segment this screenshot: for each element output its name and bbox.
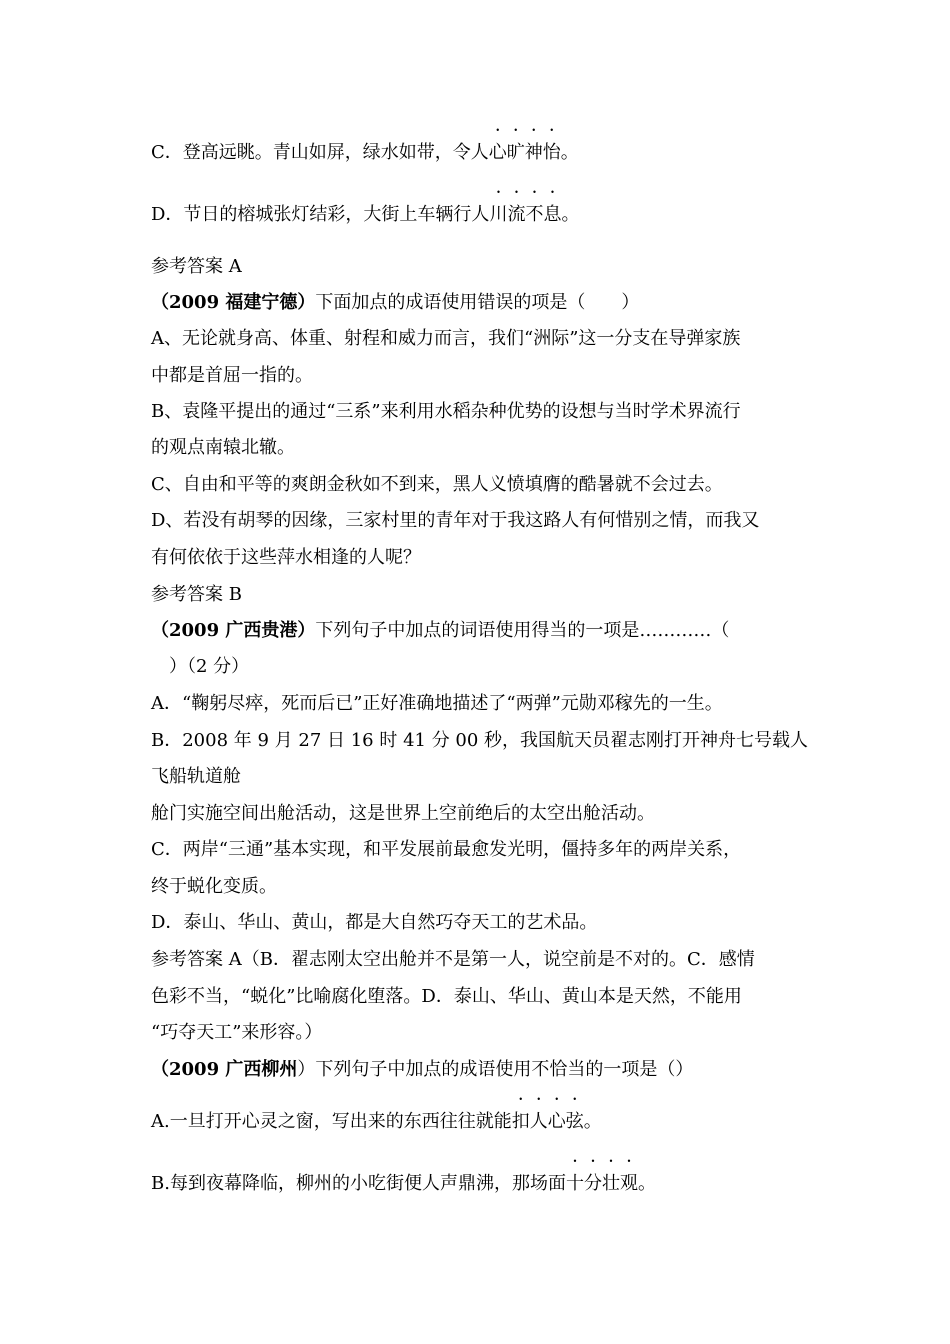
option-d-line	[151, 203, 579, 227]
q2-option-a-line1: A、无论就身高、体重、射程和威力而言，我们“洲际”这一分支在导弹家族	[151, 328, 741, 349]
question-3-text: 下列句子中加点的词语使用得当的一项是…………（	[315, 620, 730, 641]
emphasis-char: 扣	[511, 1111, 530, 1132]
emphasis-char: 观	[619, 1173, 638, 1194]
q4-option-a-end: 。	[583, 1111, 602, 1132]
emphasis-char: 心	[547, 1111, 566, 1132]
option-d-text: D．节日的榕城张灯结彩，大街上车辆行人	[151, 204, 490, 225]
option-d-emphasized-idiom	[489, 204, 561, 225]
q2-option-d-line2: 有何依依于这些萍水相逢的人呢？	[151, 547, 421, 568]
q3-option-b-line1: B．2008 年 9 月 27 日 16 时 41 分 00 秒，我国航天员翟志刚打开神舟七号载人	[151, 730, 809, 751]
option-c-line	[151, 141, 579, 165]
q3-option-c-line1: C．两岸“三通”基本实现，和平发展前最愈发光明，僵持多年的两岸关系，	[151, 839, 742, 860]
emphasis-char: 川	[489, 204, 508, 225]
q4-option-b-line	[151, 1172, 656, 1196]
option-d-end: 。	[561, 204, 580, 225]
question-4-text: ）下列句子中加点的成语使用不恰当的一项是（）	[297, 1059, 694, 1080]
q4-option-b-emphasized-idiom	[566, 1173, 638, 1194]
q3-option-d: D．泰山、华山、黄山，都是大自然巧夺天工的艺术品。	[151, 912, 598, 933]
option-c-text: C．登高远眺。青山如屏，绿水如带，令人	[151, 142, 489, 163]
q2-option-a-line2: 中都是首屈一指的。	[151, 365, 313, 386]
q2-option-b-line1: B、袁隆平提出的通过“三系”来利用水稻杂种优势的设想与当时学术界流行	[151, 401, 741, 422]
q4-option-a-emphasized-idiom	[512, 1111, 584, 1132]
emphasis-char: 十	[565, 1173, 584, 1194]
emphasis-char: 息	[543, 204, 562, 225]
q3-option-b-line3: 舱门实施空间出舱活动，这是世界上空前绝后的太空出舱活动。	[151, 803, 655, 824]
answer-3-line1: 参考答案 A（B．翟志刚太空出舱并不是第一人，说空前是不对的。C．感情	[151, 949, 755, 970]
q4-option-b-end: 。	[637, 1173, 656, 1194]
question-3-source: （2009 广西贵港）	[151, 620, 316, 641]
question-4-source: （2009 广西柳州	[151, 1059, 298, 1080]
q2-option-d-line1: D、若没有胡琴的因缘，三家村里的青年对于我这路人有何惜别之情，而我又	[151, 510, 760, 531]
q3-option-c-line2: 终于蜕化变质。	[151, 876, 277, 897]
question-2-stem	[151, 291, 639, 315]
question-3-stem-line2: ）（2 分）	[151, 656, 250, 677]
emphasis-char: 怡	[542, 142, 561, 163]
q2-option-c: C、自由和平等的爽朗金秋如不到来，黑人义愤填膺的酷暑就不会过去。	[151, 474, 723, 495]
q2-option-b-line2: 的观点南辕北辙。	[151, 437, 295, 458]
emphasis-char: 心	[488, 142, 507, 163]
answer-3-line3: “巧夺天工”来形容。）	[151, 1022, 323, 1043]
answer-3-line2: 色彩不当，“蜕化”比喻腐化堕落。D．泰山、华山、黄山本是天然，不能用	[151, 986, 742, 1007]
emphasis-char: 流	[507, 204, 526, 225]
question-4-stem	[151, 1058, 693, 1082]
answer-1: 参考答案 A	[151, 256, 242, 277]
emphasis-char: 人	[529, 1111, 548, 1132]
emphasis-char: 不	[525, 204, 544, 225]
emphasis-char: 弦	[565, 1111, 584, 1132]
q4-option-b-text: B.每到夜幕降临，柳州的小吃街便人声鼎沸，那场面	[151, 1173, 566, 1194]
option-c-emphasized-idiom	[489, 142, 561, 163]
q4-option-a-line	[151, 1110, 602, 1134]
q3-option-b-line2: 飞船轨道舱	[151, 766, 241, 787]
question-2-text: 下面加点的成语使用错误的项是（ ）	[315, 292, 640, 313]
q4-option-a-text: A.一旦打开心灵之窗，写出来的东西往往就能	[151, 1111, 512, 1132]
option-c-end: 。	[560, 142, 579, 163]
question-2-source: （2009 福建宁德）	[151, 292, 316, 313]
emphasis-char: 神	[524, 142, 543, 163]
question-3-stem	[151, 619, 729, 643]
emphasis-char: 旷	[506, 142, 525, 163]
q3-option-a: A．“鞠躬尽瘁，死而后已”正好准确地描述了“两弹”元勋邓稼先的一生。	[151, 693, 723, 714]
answer-2: 参考答案 B	[151, 584, 242, 605]
emphasis-char: 壮	[601, 1173, 620, 1194]
emphasis-char: 分	[583, 1173, 602, 1194]
